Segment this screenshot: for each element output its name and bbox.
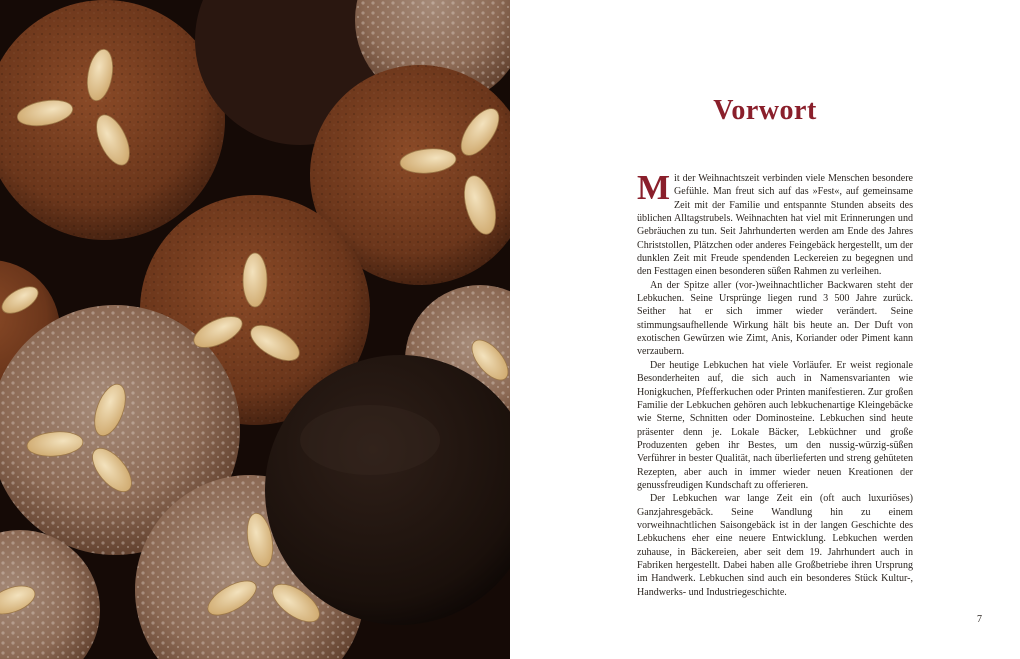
dropcap: M	[637, 168, 671, 207]
paragraph-3: Der heutige Lebkuchen hat viele Vorläufer. Er weist regionale Besonderheiten auf, die sich auch in Namensvarianten wie Honigkuchen, Pfefferkuchen oder Printen manifestieren. Zur großen Familie der Lebkuchen gehören auch lebkuchenartige Kleingebäcke wie Sterne, Schnitten oder Dominosteine. Lebkuchen sind heute präsenter denn je. Lokale Bäcker, Lebküchner und große Produzenten geben ihr Bestes, um den nussig-würzig-süßen Verführer in bester Qualität, nach überlieferten und streng gehüteten Rezepten, aber auch in immer wieder neuen Kreationen der genussfreudigen Kundschaft zu offerieren.	[637, 359, 913, 491]
paragraph-1	[637, 168, 913, 279]
paragraph-1-text: it der Weihnachtszeit verbinden viele Menschen besondere Gefühle. Man freut sich auf das »Fest«, auf gemeinsame Zeit mit der Familie und entspannte Stunden abseits des üblichen Alltagstrubels. Weihnachten hat viel mit Erinnerungen und Gebräuchen zu tun. Seit Jahrhunderten werden am Ende des Jahres Christstollen, Plätzchen oder anderes Feingebäck hergestellt, um der dunklen Zeit mit Freude spendenden Leckereien zu begegnen und den Festtagen einen besonderen süßen Rahmen zu verleihen.	[637, 173, 913, 278]
body-text	[637, 168, 913, 599]
text-page	[510, 0, 1020, 659]
paragraph-2: An der Spitze aller (vor-)weihnachtlicher Backwaren steht der Lebkuchen. Seine Ursprünge liegen rund 3 500 Jahre zurück. Seither hat er sich immer wieder verändert. Seine stimmungsaufhellende Wirkung hält bis heute an. Der Duft von exotischen Gewürzen wie Zimt, Anis, Koriander oder Piment kann verzaubern.	[637, 279, 913, 358]
paragraph-4: Der Lebkuchen war lange Zeit ein (oft auch luxuriöses) Ganzjahresgebäck. Seine Wandlung hin zu einem vorweihnachtlichen Saisongebäck ist in der langen Geschichte des Lebkuchens eher eine neuere Entwicklung. Lebkuchen werden zuhause, in Bäckereien, aber seit dem 19. Jahrhundert auch in Fabriken hergestellt. Dabei haben alle Großbetriebe ihren Ursprung im Handwerk. Lebkuchen sind auch ein besonderes Stück Kultur-, Handwerks- und Industriegeschichte.	[637, 493, 913, 598]
page-number: 7	[977, 614, 982, 625]
page-title: Vorwort	[713, 94, 817, 126]
